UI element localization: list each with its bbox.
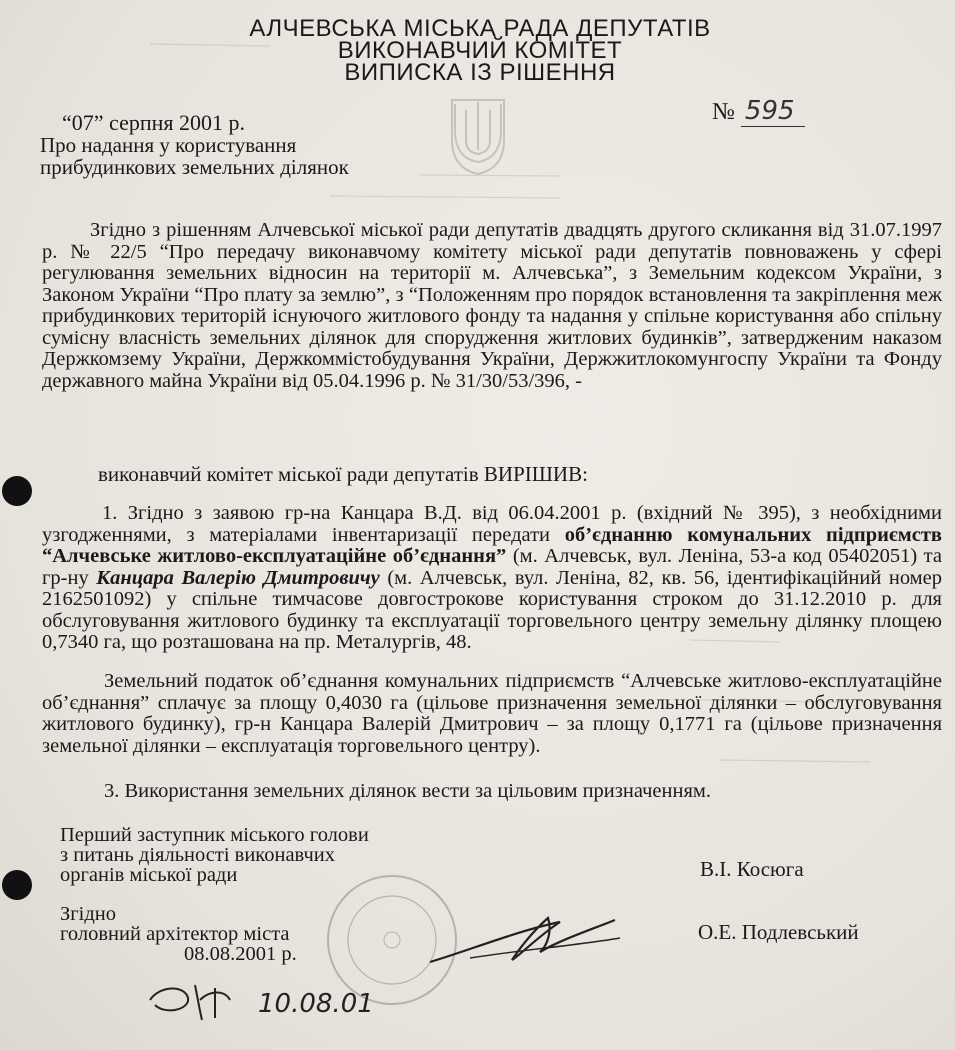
item-2-paragraph: Земельний податок об’єднання комунальних підприємств “Алчевське житлово-експлуатаційне об’єднання” сплачує за площу 0,4030 га (цільове призначення земельної ділянки – обслуговування житлового будинку), гр-н Канцара Валерій Дмитрович – за площу 0,1771 га (цільове призначення земельної ділянки – експлуатація торговельного центру). — [42, 670, 942, 757]
agreed-name: О.Е. Подлевський — [698, 920, 859, 944]
item-1-paragraph — [42, 503, 942, 654]
number-label: № — [712, 99, 735, 125]
item-1-organization: об’єднанню комунальних підприємств “Алчевське житлово-експлуатаційне об’єднання” — [42, 523, 942, 567]
handwritten-initials — [150, 985, 230, 1020]
item-1-text-c: (м. Алчевськ, вул. Леніна, 53-а код 05402051) та гр-ну — [42, 545, 942, 589]
header-committee-name: ВИКОНАВЧИЙ КОМІТЕТ — [337, 37, 623, 64]
document-subject: Про надання у користування прибудинкових земельних ділянок — [40, 133, 349, 179]
agreed-block — [60, 904, 297, 964]
item-1-text-e: (м. Алчевськ, вул. Леніна, 82, кв. 56, ідентифікаційний номер 2162501092) у спільне тимчасове довгострокове користування строком до 31.12.2010 р. для обслуговування житлового будинку та експлуатації торговельного центру земельну ділянку площею 0,7340 га, що розташована на пр. Металургів, 48. — [42, 566, 943, 653]
item-1-text-a: 1. Згідно з заявою гр-на Канцара В.Д. від 06.04.2001 р. (вхідний № 395), з необхідними узгодженнями, з матеріалами інвентаризації передати — [42, 502, 942, 546]
number-value: 595 — [741, 96, 805, 127]
round-stamp — [328, 876, 456, 1004]
header-council-name: АЛЧЕВСЬКА МІСЬКА РАДА ДЕПУТАТІВ — [249, 15, 711, 42]
agreed-date: 08.08.2001 р. — [184, 943, 297, 965]
agreed-label: Згідно — [60, 903, 117, 925]
signatory-name: В.І. Косюга — [700, 857, 804, 881]
decision-heading: виконавчий комітет міської ради депутатів ВИРІШИВ: — [98, 462, 588, 486]
signatory-block — [60, 825, 369, 885]
punch-hole-upper — [2, 476, 32, 506]
trident-emblem-icon — [452, 100, 504, 174]
signatory-line-3: органів міської ради — [60, 864, 238, 886]
item-3-paragraph: 3. Використання земельних ділянок вести за цільовим призначенням. — [104, 780, 711, 802]
header-document-type: ВИПИСКА ІЗ РІШЕННЯ — [344, 59, 616, 86]
item-1-person: Канцара Валерію Дмитровичу — [96, 566, 380, 589]
signature-scribble — [430, 918, 615, 962]
punch-hole-lower — [2, 870, 32, 900]
document-date: “07” серпня 2001 р. — [62, 110, 245, 135]
document-number — [712, 96, 805, 126]
handwritten-date: 10.08.01 — [258, 989, 374, 1019]
signatory-line-2: з питань діяльності виконавчих — [60, 844, 335, 866]
signatory-line-1: Перший заступник міського голови — [60, 824, 369, 846]
agreed-position: головний архітектор міста — [60, 923, 290, 945]
preamble-paragraph: Згідно з рішенням Алчевської міської ради депутатів двадцять другого скликання від 31.07.1997 р. № 22/5 “Про передачу виконавчому комітету міської ради депутатів повноважень у сфері регулювання земельних відносин на території м. Алчевська”, з Земельним кодексом України, з Законом України “Про плату за землю”, з “Положенням про порядок встановлення та закріплення меж прибудинкових територій існуючого житлового фонду та надання у спільне користування або спільну сумісну власність земельних ділянок для спорудження житлових будинків”, затвердженим наказом Держкомзему України, Держкоммістобудування України, Держжитлокомунгоспу України та Фонду державного майна України від 05.04.1996 р. № 31/30/53/396, - — [42, 219, 942, 392]
